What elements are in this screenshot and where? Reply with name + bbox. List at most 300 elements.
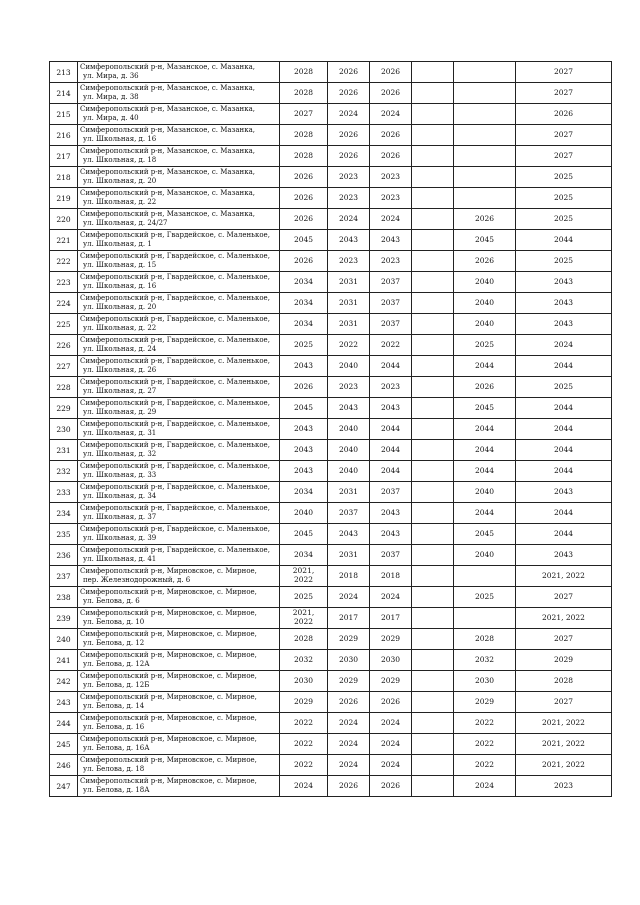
address-line-2: ул. Школьная, д. 33: [83, 471, 157, 479]
year-cell-3: 2023: [370, 188, 412, 209]
year-cell-1: 2026: [280, 167, 328, 188]
year-cell-3: 2043: [370, 398, 412, 419]
year-cell-1: 2028: [280, 125, 328, 146]
year-cell-6: 2025: [516, 209, 612, 230]
address-cell: [78, 293, 280, 314]
year-cell-5: 2024: [454, 776, 516, 797]
table-row: [50, 461, 612, 482]
year-cell-2: 2040: [328, 356, 370, 377]
address-line-1: Симферопольский р-н, Мазанское, с. Мазанка,: [80, 84, 255, 93]
year-cell-2: 2030: [328, 650, 370, 671]
year-cell-2: 2040: [328, 440, 370, 461]
address-cell: [78, 146, 280, 167]
address-line-2: ул. Школьная, д. 41: [83, 555, 157, 563]
row-number: 239: [50, 608, 78, 629]
table-row: [50, 125, 612, 146]
address-cell: [78, 776, 280, 797]
year-cell-4: [412, 188, 454, 209]
year-cell-3: 2029: [370, 629, 412, 650]
year-cell-1: 2045: [280, 230, 328, 251]
year-cell-6: 2028: [516, 671, 612, 692]
year-cell-3: 2043: [370, 503, 412, 524]
year-cell-6: 2044: [516, 398, 612, 419]
address-cell: [78, 272, 280, 293]
housing-schedule-table: [49, 61, 612, 797]
address-cell: [78, 503, 280, 524]
year-cell-4: [412, 692, 454, 713]
address-cell: [78, 734, 280, 755]
address-line-2: ул. Школьная, д. 24/27: [83, 219, 168, 227]
row-number: 241: [50, 650, 78, 671]
year-cell-2: 2026: [328, 692, 370, 713]
table-row: [50, 356, 612, 377]
year-cell-4: [412, 251, 454, 272]
year-cell-4: [412, 398, 454, 419]
row-number: 242: [50, 671, 78, 692]
year-cell-5: 2044: [454, 461, 516, 482]
address-line-1: Симферопольский р-н, Гвардейское, с. Маленькое,: [80, 378, 270, 387]
table-row: [50, 314, 612, 335]
table-row: [50, 587, 612, 608]
year-cell-3: 2023: [370, 377, 412, 398]
address-line-2: ул. Белова, д. 16: [83, 723, 145, 731]
year-cell-5: [454, 104, 516, 125]
year-cell-3: 2026: [370, 83, 412, 104]
address-line-1: Симферопольский р-н, Гвардейское, с. Маленькое,: [80, 441, 270, 450]
row-number: 229: [50, 398, 78, 419]
year-cell-6: 2027: [516, 146, 612, 167]
row-number: 233: [50, 482, 78, 503]
year-cell-5: 2045: [454, 230, 516, 251]
row-number: 230: [50, 419, 78, 440]
address-line-2: пер. Железнодорожный, д. 6: [83, 576, 191, 584]
year-cell-3: 2029: [370, 671, 412, 692]
year-cell-1: 2027: [280, 104, 328, 125]
table-row: [50, 566, 612, 587]
year-cell-3: 2044: [370, 356, 412, 377]
year-cell-6: 2044: [516, 503, 612, 524]
year-part: 2021,: [292, 566, 315, 576]
year-cell-6: 2021, 2022: [516, 713, 612, 734]
table-row: [50, 146, 612, 167]
year-cell-6: 2029: [516, 650, 612, 671]
address-cell: [78, 566, 280, 587]
year-cell-5: 2022: [454, 713, 516, 734]
address-cell: [78, 188, 280, 209]
year-cell-2: 2031: [328, 482, 370, 503]
row-number: 225: [50, 314, 78, 335]
year-cell-4: [412, 377, 454, 398]
year-cell-4: [412, 482, 454, 503]
row-number: 220: [50, 209, 78, 230]
row-number: 243: [50, 692, 78, 713]
address-line-2: ул. Мира, д. 36: [83, 72, 139, 80]
year-cell-4: [412, 146, 454, 167]
year-cell-4: [412, 503, 454, 524]
year-cell-5: 2045: [454, 524, 516, 545]
year-cell-1: 2026: [280, 377, 328, 398]
address-line-1: Симферопольский р-н, Гвардейское, с. Маленькое,: [80, 399, 270, 408]
year-cell-4: [412, 587, 454, 608]
address-cell: [78, 629, 280, 650]
address-line-2: ул. Белова, д. 18: [83, 765, 145, 773]
year-cell-1: 2022: [280, 734, 328, 755]
year-cell-2: 2024: [328, 713, 370, 734]
address-cell: [78, 587, 280, 608]
year-cell-6: 2044: [516, 440, 612, 461]
year-cell-2: 2037: [328, 503, 370, 524]
year-cell-3: 2037: [370, 314, 412, 335]
year-cell-5: 2022: [454, 755, 516, 776]
year-cell-2: 2026: [328, 146, 370, 167]
year-cell-5: 2029: [454, 692, 516, 713]
year-cell-2: 2023: [328, 188, 370, 209]
year-cell-6: 2043: [516, 545, 612, 566]
year-cell-5: 2028: [454, 629, 516, 650]
address-cell: [78, 83, 280, 104]
row-number: 235: [50, 524, 78, 545]
year-cell-4: [412, 545, 454, 566]
year-cell-4: [412, 608, 454, 629]
address-line-2: ул. Школьная, д. 1: [83, 240, 152, 248]
year-cell-2: 2023: [328, 251, 370, 272]
address-line-1: Симферопольский р-н, Мирновское, с. Мирное,: [80, 735, 257, 744]
year-cell-2: 2024: [328, 755, 370, 776]
year-cell-4: [412, 104, 454, 125]
address-line-2: ул. Белова, д. 6: [83, 597, 140, 605]
year-cell-2: 2031: [328, 545, 370, 566]
table-body: [50, 62, 612, 797]
row-number: 246: [50, 755, 78, 776]
year-cell-5: [454, 608, 516, 629]
year-cell-3: 2022: [370, 335, 412, 356]
address-line-1: Симферопольский р-н, Гвардейское, с. Маленькое,: [80, 546, 270, 555]
address-line-1: Симферопольский р-н, Гвардейское, с. Маленькое,: [80, 336, 270, 345]
address-line-2: ул. Школьная, д. 22: [83, 324, 157, 332]
year-cell-5: [454, 167, 516, 188]
year-cell-1: 2034: [280, 482, 328, 503]
year-cell-1: 2040: [280, 503, 328, 524]
row-number: 213: [50, 62, 78, 83]
address-line-1: Симферопольский р-н, Гвардейское, с. Маленькое,: [80, 252, 270, 261]
year-cell-5: 2022: [454, 734, 516, 755]
year-cell-3: 2024: [370, 734, 412, 755]
address-cell: [78, 755, 280, 776]
year-cell-2: 2017: [328, 608, 370, 629]
address-line-1: Симферопольский р-н, Гвардейское, с. Маленькое,: [80, 525, 270, 534]
year-cell-2: 2023: [328, 167, 370, 188]
address-line-1: Симферопольский р-н, Мазанское, с. Мазанка,: [80, 105, 255, 114]
year-cell-3: 2044: [370, 419, 412, 440]
year-cell-4: [412, 461, 454, 482]
year-cell-3: 2037: [370, 293, 412, 314]
table-row: [50, 62, 612, 83]
year-cell-5: 2044: [454, 440, 516, 461]
year-cell-5: 2040: [454, 482, 516, 503]
table-row: [50, 293, 612, 314]
address-line-2: ул. Школьная, д. 27: [83, 387, 157, 395]
table-row: [50, 272, 612, 293]
year-cell-2: 2043: [328, 398, 370, 419]
year-cell-2: 2031: [328, 272, 370, 293]
year-cell-6: 2043: [516, 314, 612, 335]
address-cell: [78, 167, 280, 188]
year-cell-1: 2034: [280, 293, 328, 314]
year-cell-1: 2022: [280, 755, 328, 776]
address-cell: [78, 440, 280, 461]
address-line-1: Симферопольский р-н, Гвардейское, с. Маленькое,: [80, 315, 270, 324]
address-line-2: ул. Мира, д. 38: [83, 93, 139, 101]
year-cell-1: 2045: [280, 524, 328, 545]
address-line-2: ул. Школьная, д. 39: [83, 534, 157, 542]
year-cell-1: 2028: [280, 146, 328, 167]
address-line-1: Симферопольский р-н, Гвардейское, с. Маленькое,: [80, 483, 270, 492]
year-cell-5: 2044: [454, 356, 516, 377]
year-cell-2: 2026: [328, 83, 370, 104]
year-cell-4: [412, 62, 454, 83]
year-cell-5: 2045: [454, 398, 516, 419]
year-cell-4: [412, 524, 454, 545]
table-row: [50, 188, 612, 209]
year-cell-6: 2027: [516, 587, 612, 608]
table-row: [50, 398, 612, 419]
year-cell-6: 2021, 2022: [516, 566, 612, 587]
address-line-1: Симферопольский р-н, Гвардейское, с. Маленькое,: [80, 462, 270, 471]
table-row: [50, 419, 612, 440]
row-number: 234: [50, 503, 78, 524]
year-cell-5: 2026: [454, 251, 516, 272]
address-line-1: Симферопольский р-н, Мирновское, с. Мирное,: [80, 588, 257, 597]
year-cell-2: 2031: [328, 314, 370, 335]
year-cell-6: 2025: [516, 167, 612, 188]
row-number: 228: [50, 377, 78, 398]
address-cell: [78, 62, 280, 83]
year-cell-4: [412, 629, 454, 650]
year-cell-4: [412, 167, 454, 188]
year-cell-5: [454, 566, 516, 587]
year-cell-6: 2021, 2022: [516, 734, 612, 755]
address-line-2: ул. Белова, д. 10: [83, 618, 145, 626]
year-cell-2: 2043: [328, 524, 370, 545]
table-row: [50, 440, 612, 461]
year-cell-2: 2043: [328, 230, 370, 251]
year-cell-5: [454, 125, 516, 146]
year-cell-3: 2024: [370, 587, 412, 608]
address-line-2: ул. Белова, д. 12А: [83, 660, 150, 668]
year-cell-6: 2043: [516, 272, 612, 293]
table-row: [50, 713, 612, 734]
address-line-1: Симферопольский р-н, Мазанское, с. Мазанка,: [80, 189, 255, 198]
address-line-2: ул. Школьная, д. 37: [83, 513, 157, 521]
year-cell-4: [412, 713, 454, 734]
year-cell-3: 2023: [370, 251, 412, 272]
table-row: [50, 608, 612, 629]
year-cell-4: [412, 335, 454, 356]
year-cell-1: 2043: [280, 356, 328, 377]
table-row: [50, 629, 612, 650]
year-cell-3: 2026: [370, 692, 412, 713]
table-row: [50, 209, 612, 230]
address-line-1: Симферопольский р-н, Мирновское, с. Мирное,: [80, 567, 257, 576]
year-cell-4: [412, 272, 454, 293]
year-cell-6: 2025: [516, 377, 612, 398]
year-cell-1: 2024: [280, 776, 328, 797]
year-cell-2: 2022: [328, 335, 370, 356]
year-cell-4: [412, 671, 454, 692]
year-cell-1: [280, 566, 328, 587]
year-cell-4: [412, 230, 454, 251]
row-number: 238: [50, 587, 78, 608]
table-row: [50, 650, 612, 671]
row-number: 231: [50, 440, 78, 461]
year-cell-2: 2040: [328, 419, 370, 440]
address-line-2: ул. Школьная, д. 34: [83, 492, 157, 500]
row-number: 216: [50, 125, 78, 146]
year-cell-6: 2021, 2022: [516, 755, 612, 776]
year-cell-1: 2025: [280, 335, 328, 356]
address-line-1: Симферопольский р-н, Гвардейское, с. Маленькое,: [80, 294, 270, 303]
table-row: [50, 692, 612, 713]
year-cell-4: [412, 356, 454, 377]
year-cell-4: [412, 293, 454, 314]
year-cell-2: 2040: [328, 461, 370, 482]
row-number: 236: [50, 545, 78, 566]
row-number: 214: [50, 83, 78, 104]
year-cell-1: [280, 608, 328, 629]
year-cell-2: 2024: [328, 104, 370, 125]
row-number: 221: [50, 230, 78, 251]
address-cell: [78, 125, 280, 146]
address-cell: [78, 251, 280, 272]
address-line-1: Симферопольский р-н, Гвардейское, с. Маленькое,: [80, 357, 270, 366]
year-cell-1: 2022: [280, 713, 328, 734]
year-cell-6: 2044: [516, 230, 612, 251]
address-cell: [78, 608, 280, 629]
year-cell-6: 2043: [516, 293, 612, 314]
year-cell-2: 2026: [328, 125, 370, 146]
year-cell-6: 2025: [516, 188, 612, 209]
year-cell-1: 2028: [280, 83, 328, 104]
year-cell-5: 2025: [454, 335, 516, 356]
address-cell: [78, 461, 280, 482]
year-cell-1: 2025: [280, 587, 328, 608]
year-cell-5: [454, 62, 516, 83]
year-cell-6: 2027: [516, 62, 612, 83]
year-cell-3: 2043: [370, 230, 412, 251]
address-cell: [78, 692, 280, 713]
address-cell: [78, 545, 280, 566]
year-cell-3: 2026: [370, 776, 412, 797]
table-row: [50, 230, 612, 251]
address-line-2: ул. Белова, д. 18А: [83, 786, 150, 794]
year-cell-2: 2031: [328, 293, 370, 314]
year-cell-3: 2026: [370, 62, 412, 83]
year-cell-2: 2024: [328, 209, 370, 230]
year-cell-4: [412, 755, 454, 776]
address-cell: [78, 314, 280, 335]
address-line-1: Симферопольский р-н, Мазанское, с. Мазанка,: [80, 210, 255, 219]
address-line-2: ул. Школьная, д. 22: [83, 198, 157, 206]
table-row: [50, 167, 612, 188]
address-line-1: Симферопольский р-н, Мирновское, с. Мирное,: [80, 777, 257, 786]
address-line-1: Симферопольский р-н, Гвардейское, с. Маленькое,: [80, 231, 270, 240]
year-cell-4: [412, 566, 454, 587]
row-number: 224: [50, 293, 78, 314]
year-cell-6: 2044: [516, 356, 612, 377]
address-line-2: ул. Школьная, д. 20: [83, 303, 157, 311]
year-cell-6: 2044: [516, 461, 612, 482]
year-cell-5: 2040: [454, 545, 516, 566]
table-row: [50, 503, 612, 524]
address-line-1: Симферопольский р-н, Мирновское, с. Мирное,: [80, 714, 257, 723]
year-cell-1: 2043: [280, 440, 328, 461]
address-cell: [78, 335, 280, 356]
row-number: 240: [50, 629, 78, 650]
year-cell-5: [454, 83, 516, 104]
address-line-2: ул. Школьная, д. 24: [83, 345, 157, 353]
address-line-2: ул. Школьная, д. 16: [83, 135, 157, 143]
row-number: 244: [50, 713, 78, 734]
row-number: 219: [50, 188, 78, 209]
year-cell-5: 2030: [454, 671, 516, 692]
table-row: [50, 377, 612, 398]
year-cell-3: 2026: [370, 125, 412, 146]
year-cell-6: 2043: [516, 482, 612, 503]
year-cell-3: 2024: [370, 755, 412, 776]
table-row: [50, 482, 612, 503]
row-number: 247: [50, 776, 78, 797]
year-cell-5: 2025: [454, 587, 516, 608]
year-part: 2022: [293, 617, 314, 626]
year-cell-6: 2025: [516, 251, 612, 272]
year-part: 2022: [293, 575, 314, 584]
year-cell-6: 2044: [516, 524, 612, 545]
year-cell-1: 2029: [280, 692, 328, 713]
address-line-1: Симферопольский р-н, Гвардейское, с. Маленькое,: [80, 420, 270, 429]
address-line-2: ул. Школьная, д. 15: [83, 261, 157, 269]
year-cell-2: 2026: [328, 776, 370, 797]
address-cell: [78, 356, 280, 377]
table-row: [50, 671, 612, 692]
row-number: 218: [50, 167, 78, 188]
year-cell-2: 2023: [328, 377, 370, 398]
year-cell-6: 2044: [516, 419, 612, 440]
year-cell-1: 2028: [280, 629, 328, 650]
address-line-1: Симферопольский р-н, Мирновское, с. Мирное,: [80, 672, 257, 681]
address-cell: [78, 104, 280, 125]
year-cell-1: 2043: [280, 419, 328, 440]
year-cell-3: 2023: [370, 167, 412, 188]
table-row: [50, 524, 612, 545]
year-cell-2: 2029: [328, 629, 370, 650]
year-cell-1: 2026: [280, 251, 328, 272]
year-cell-3: 2044: [370, 440, 412, 461]
year-cell-1: 2030: [280, 671, 328, 692]
year-cell-1: 2032: [280, 650, 328, 671]
table-row: [50, 776, 612, 797]
year-cell-1: 2026: [280, 188, 328, 209]
row-number: 232: [50, 461, 78, 482]
year-cell-1: 2043: [280, 461, 328, 482]
year-cell-5: 2040: [454, 272, 516, 293]
year-cell-6: 2027: [516, 83, 612, 104]
address-line-1: Симферопольский р-н, Гвардейское, с. Маленькое,: [80, 273, 270, 282]
year-cell-3: 2044: [370, 461, 412, 482]
year-cell-5: 2026: [454, 377, 516, 398]
year-cell-3: 2037: [370, 272, 412, 293]
year-cell-4: [412, 650, 454, 671]
address-cell: [78, 398, 280, 419]
